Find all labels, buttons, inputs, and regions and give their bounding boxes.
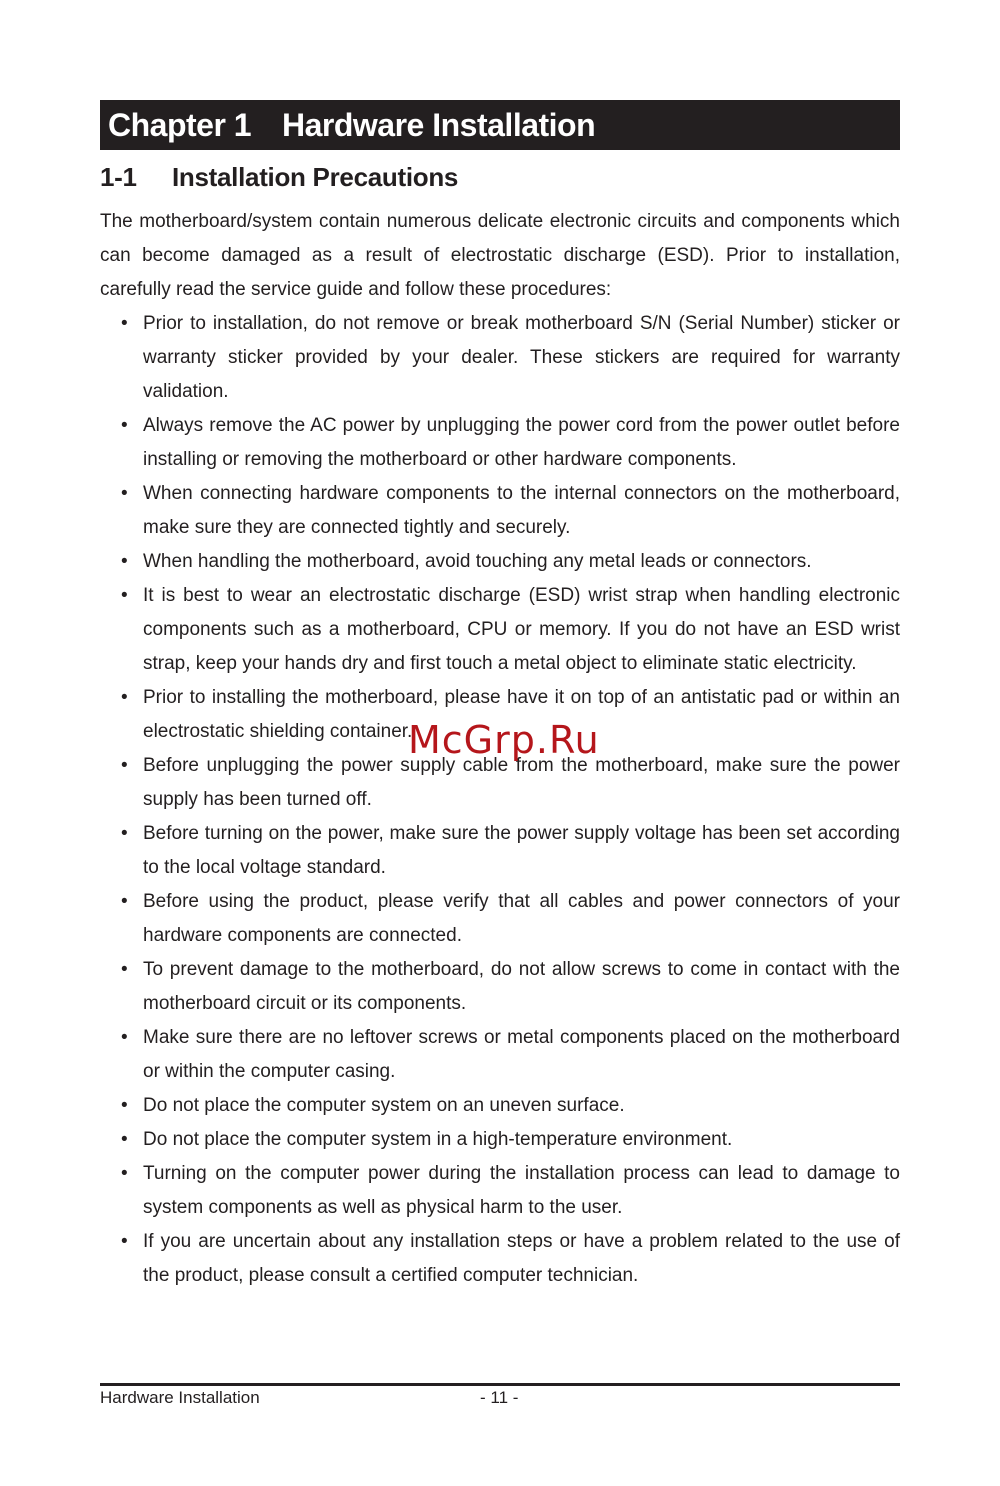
footer-divider	[100, 1383, 900, 1386]
bullet-icon: •	[121, 1231, 128, 1252]
bullet-icon: •	[121, 1129, 128, 1150]
bullet-icon: •	[121, 959, 128, 980]
list-item	[100, 885, 900, 953]
bullet-icon: •	[121, 551, 128, 572]
bullet-icon: •	[121, 313, 128, 334]
list-item-text: Do not place the computer system on an uneven surface.	[143, 1095, 625, 1116]
page-number: - 11 -	[480, 1388, 519, 1407]
list-item	[100, 307, 900, 409]
list-item	[100, 477, 900, 545]
bullet-icon: •	[121, 1095, 128, 1116]
list-item	[100, 953, 900, 1021]
chapter-header	[100, 100, 900, 150]
bullet-icon: •	[121, 823, 128, 844]
section-number: 1-1	[100, 162, 137, 192]
section-title: Installation Precautions	[172, 162, 459, 192]
bullet-icon: •	[121, 687, 128, 708]
list-item	[100, 1021, 900, 1089]
list-item-text: Before unplugging the power supply cable from the motherboard, make sure the power supply has been turned off.	[143, 755, 900, 810]
bullet-icon: •	[121, 585, 128, 606]
intro-paragraph: The motherboard/system contain numerous delicate electronic circuits and components which can become damaged as a result of electrostatic discharge (ESD). Prior to installation, carefully read the service guide and follow these procedures:	[100, 211, 900, 300]
list-item-text: Do not place the computer system in a high-temperature environment.	[143, 1129, 733, 1150]
list-item	[100, 1225, 900, 1293]
list-item-text: If you are uncertain about any installation steps or have a problem related to the use of the product, please consult a certified computer technician.	[143, 1231, 900, 1286]
list-item	[100, 545, 900, 579]
list-item-text: Always remove the AC power by unplugging the power cord from the power outlet before installing or removing the motherboard or other hardware components.	[143, 415, 900, 470]
list-item-text: Prior to installing the motherboard, please have it on top of an antistatic pad or within an electrostatic shielding container.	[143, 687, 900, 742]
list-item-text: Prior to installation, do not remove or break motherboard S/N (Serial Number) sticker or warranty sticker provided by your dealer. These stickers are required for warranty validation.	[143, 313, 900, 402]
list-item-text: Turning on the computer power during the installation process can lead to damage to system components as well as physical harm to the user.	[143, 1163, 900, 1218]
list-item	[100, 817, 900, 885]
footer-section-name: Hardware Installation	[100, 1388, 260, 1407]
chapter-number: Chapter 1	[108, 106, 252, 143]
list-item-text: Make sure there are no leftover screws or metal components placed on the motherboard or within the computer casing.	[143, 1027, 900, 1082]
watermark: McGrp.Ru	[408, 718, 600, 762]
list-item-text: It is best to wear an electrostatic discharge (ESD) wrist strap when handling electronic components such as a motherboard, CPU or memory. If you do not have an ESD wrist strap, keep your hands dry and first touch a metal object to eliminate static electricity.	[143, 585, 900, 674]
bullet-icon: •	[121, 1163, 128, 1184]
list-item	[100, 1123, 900, 1157]
bullet-icon: •	[121, 891, 128, 912]
list-item-text: Before turning on the power, make sure the power supply voltage has been set according to the local voltage standard.	[143, 823, 900, 878]
list-item-text: To prevent damage to the motherboard, do not allow screws to come in contact with the motherboard circuit or its components.	[143, 959, 900, 1014]
list-item	[100, 1157, 900, 1225]
list-item	[100, 409, 900, 477]
bullet-icon: •	[121, 1027, 128, 1048]
bullet-icon: •	[121, 755, 128, 776]
bullet-icon: •	[121, 415, 128, 436]
list-item-text: When connecting hardware components to the internal connectors on the motherboard, make sure they are connected tightly and securely.	[143, 483, 900, 538]
list-item-text: When handling the motherboard, avoid touching any metal leads or connectors.	[143, 551, 812, 572]
precautions-list	[100, 307, 900, 1293]
list-item	[100, 1089, 900, 1123]
chapter-title: Hardware Installation	[282, 106, 596, 143]
section-heading	[100, 162, 458, 193]
list-item	[100, 579, 900, 681]
bullet-icon: •	[121, 483, 128, 504]
list-item-text: Before using the product, please verify that all cables and power connectors of your hardware components are connected.	[143, 891, 900, 946]
